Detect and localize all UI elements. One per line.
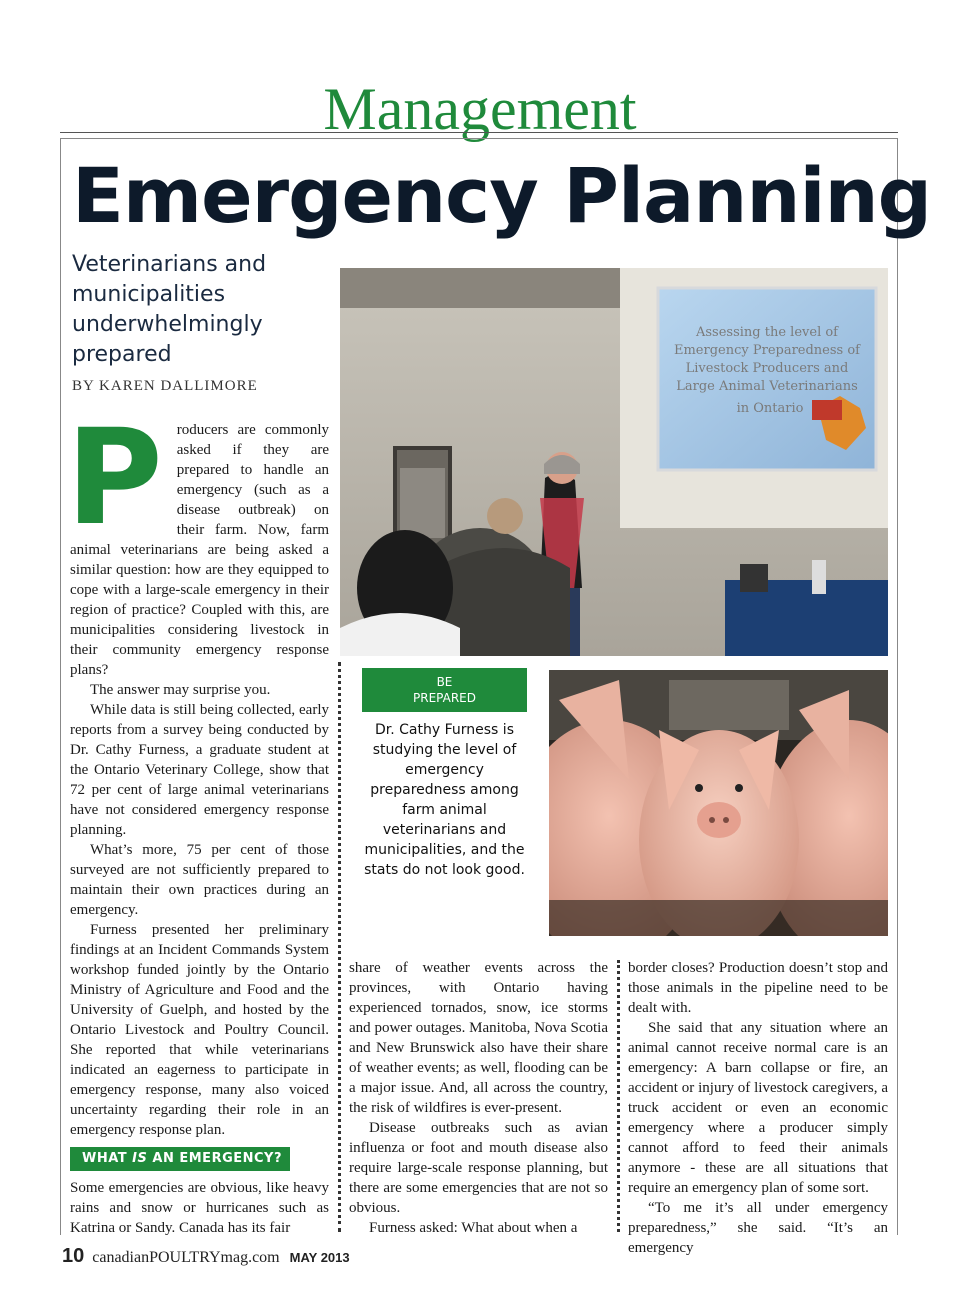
paragraph: She said that any situation where an animal cannot receive normal care is an emergency: A barn collapse or fire, an accident or injury of livestock caregivers, a truck accident or even an economic emergency where a producer simply cannot afford to feed their animals anymore - these are all situations that require an emergency plan of some sort.	[628, 1020, 888, 1196]
paragraph: share of weather events across the provinces, with Ontario having experienced tornados, snow, ice storms and power outages. Manitoba, Nova Scotia and New Brunswick also have their share of weather events; as well, flooding can be a major issue. And, all across the country, the risk of wildfires is ever-present.	[349, 960, 608, 1116]
article-headline: Emergency Planning	[72, 151, 932, 240]
section-title: Management	[323, 76, 637, 142]
sidebar-heading-line: BE	[436, 675, 453, 689]
slide-line: Large Animal Veterinarians	[676, 379, 858, 394]
slide-line: Emergency Preparedness of	[673, 343, 861, 358]
article-dek: Veterinarians and municipalities underwhelmingly prepared	[72, 252, 267, 367]
frame-top	[60, 138, 898, 139]
opening-paragraph	[66, 401, 329, 680]
byline: BY KAREN DALLIMORE	[72, 378, 258, 394]
sidebar-caption: Dr. Cathy Furness is studying the level of emergency preparedness among farm animal veterinarians and municipalities, and the stats do not look good.	[364, 722, 525, 878]
frame-left	[60, 138, 61, 1235]
drop-cap: P	[66, 401, 163, 555]
subhead-emphasis: IS	[132, 1151, 148, 1166]
paragraph: Disease outbreaks such as avian influenza or foot and mouth disease also require large-scale response planning, but there are some emergencies that are not so obvious.	[349, 1120, 608, 1216]
page-number: 10	[62, 1245, 85, 1267]
subhead-what-is-emergency	[70, 1147, 290, 1171]
frame-right	[897, 138, 898, 1235]
subhead-text: WHAT	[82, 1151, 133, 1166]
slide-line: Assessing the level of	[696, 325, 838, 340]
paragraph: border closes? Production doesn’t stop and those animals in the pipeline need to be dealt with.	[628, 960, 888, 1016]
paragraph: Furness asked: What about when a	[369, 1220, 578, 1236]
pigs-photo	[549, 670, 888, 936]
presentation-photo	[340, 268, 888, 656]
column-divider	[617, 960, 620, 1232]
paragraph-text: roducers are commonly asked if they are prepared to handle an emergency (such as a disease outbreak) on their farm. Now, farm animal veterinarians are being asked a similar question: how are they equipped to cope with a large-scale emergency in their region of practice? Coupled with this, are municipalities considering livestock in their community emergency response plans?	[70, 422, 329, 678]
sidebar-heading	[362, 668, 527, 712]
paragraph: Some emergencies are obvious, like heavy rains and snow or hurricanes such as Katrina or Sandy. Canada has its fair	[70, 1180, 329, 1236]
paragraph: While data is still being collected, early reports from a survey being conducted by Dr. Cathy Furness, a graduate student at the Ontario Veterinary College, show that 72 per cent of large animal veterinarians have not considered emergency response planning.	[70, 702, 329, 838]
page-footer	[62, 1245, 350, 1268]
paragraph: What’s more, 75 per cent of those surveyed are not sufficiently prepared to maintain their own practices during an emergency.	[70, 842, 329, 918]
issue-date: MAY 2013	[289, 1250, 350, 1265]
paragraph: The answer may surprise you.	[90, 682, 271, 698]
slide-line: Livestock Producers and	[685, 361, 849, 376]
header-rule	[60, 132, 898, 133]
column-3	[628, 958, 888, 1258]
slide-line: in Ontario	[736, 401, 804, 416]
magazine-url: canadianPOULTRYmag.com	[92, 1249, 280, 1266]
paragraph: “To me it’s all under emergency preparedness,” she said. “It’s an emergency	[628, 1200, 888, 1256]
column-1-bottom	[70, 1178, 329, 1238]
column-divider	[338, 662, 341, 1232]
column-1	[66, 401, 329, 1140]
paragraph: Furness presented her preliminary findings at an Incident Commands System workshop funded jointly by the Ontario Ministry of Agriculture and Food and the University of Guelph, and hosted by the Ontario Livestock and Poultry Council. She reported that while veterinarians indicated an eagerness to participate in emergency response, many also voiced uncertainty regarding their role in an emergency response plan.	[70, 922, 329, 1138]
column-2	[349, 958, 608, 1238]
sidebar-heading-line: PREPARED	[413, 691, 476, 705]
subhead-text: AN EMERGENCY?	[147, 1151, 283, 1166]
